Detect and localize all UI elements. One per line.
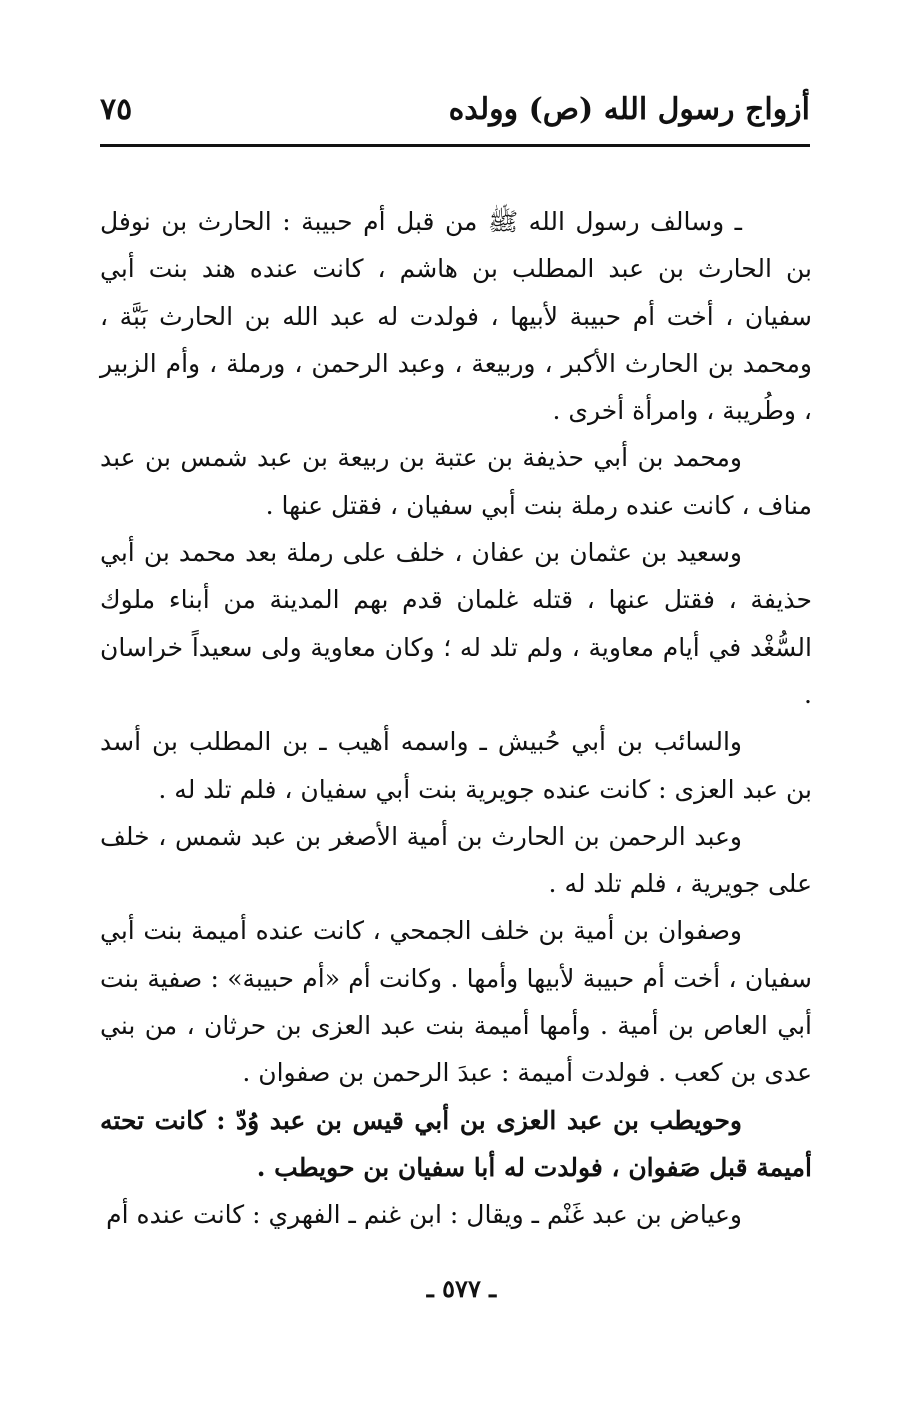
body-text — [100, 198, 812, 1239]
paragraph-4: والسائب بن أبي حُبيش ـ واسمه أهيب ـ بن المطلب بن أسد بن عبد العزى : كانت عنده جويرية بنت أبي سفيان ، فلم تلد له . — [100, 727, 812, 804]
footer-page-number: ـ ٥٧٧ ـ — [426, 1274, 497, 1303]
paragraph-8: وعياض بن عبد غَنْم ـ ويقال : ابن غنم ـ الفهري : كانت عنده أم — [106, 1200, 742, 1230]
paragraph-7: وحويطب بن عبد العزى بن أبي قيس بن عبد وُدّ : كانت تحته أميمة قبل صَفوان ، فولدت له أبا سفيان بن حويطب . — [100, 1105, 812, 1182]
page-header — [100, 92, 810, 147]
paragraph-1: ـ وسالف رسول الله ﷺ من قبل أم حبيبة : الحارث بن نوفل بن الحارث بن عبد المطلب بن هاشم ، كانت عنده هند بنت أبي سفيان ، أخت أم حبيبة لأبيها ، فولدت له عبد الله بن الحارث بَبَّة ، ومحمد بن الحارث الأكبر ، وربيعة ، وعبد الرحمن ، ورملة ، وأم الزبير ، وطُريبة ، وامرأة أخرى . — [100, 207, 812, 426]
running-title: أزواج رسول الله (ص) وولده — [448, 92, 810, 127]
paragraph-3: وسعيد بن عثمان بن عفان ، خلف على رملة بعد محمد بن أبي حذيفة ، فقتل عنها ، قتله غلمان قدم بهم المدينة من أبناء ملوك السُّغْد في أيام معاوية ، ولم تلد له ؛ وكان معاوية ولى سعيداً خراسان . — [100, 538, 812, 709]
paragraph-5: وعبد الرحمن بن الحارث بن أمية الأصغر بن عبد شمس ، خلف على جويرية ، فلم تلد له . — [100, 821, 812, 899]
header-page-number: ٧٥ — [100, 92, 133, 127]
paragraph-6: وصفوان بن أمية بن خلف الجمحي ، كانت عنده أميمة بنت أبي سفيان ، أخت أم حبيبة لأبيها وأمها . وكانت أم «أم حبيبة» : صفية بنت أبي العاص بن أمية . وأمها أميمة بنت عبد العزى بن حرثان ، من بني عدى بن كعب . فولدت أميمة : عبدَ الرحمن بن صفوان . — [100, 916, 812, 1088]
paragraph-2: ومحمد بن أبي حذيفة بن عتبة بن ربيعة بن عبد شمس بن عبد مناف ، كانت عنده رملة بنت أبي سفيان ، فقتل عنها . — [100, 443, 812, 520]
